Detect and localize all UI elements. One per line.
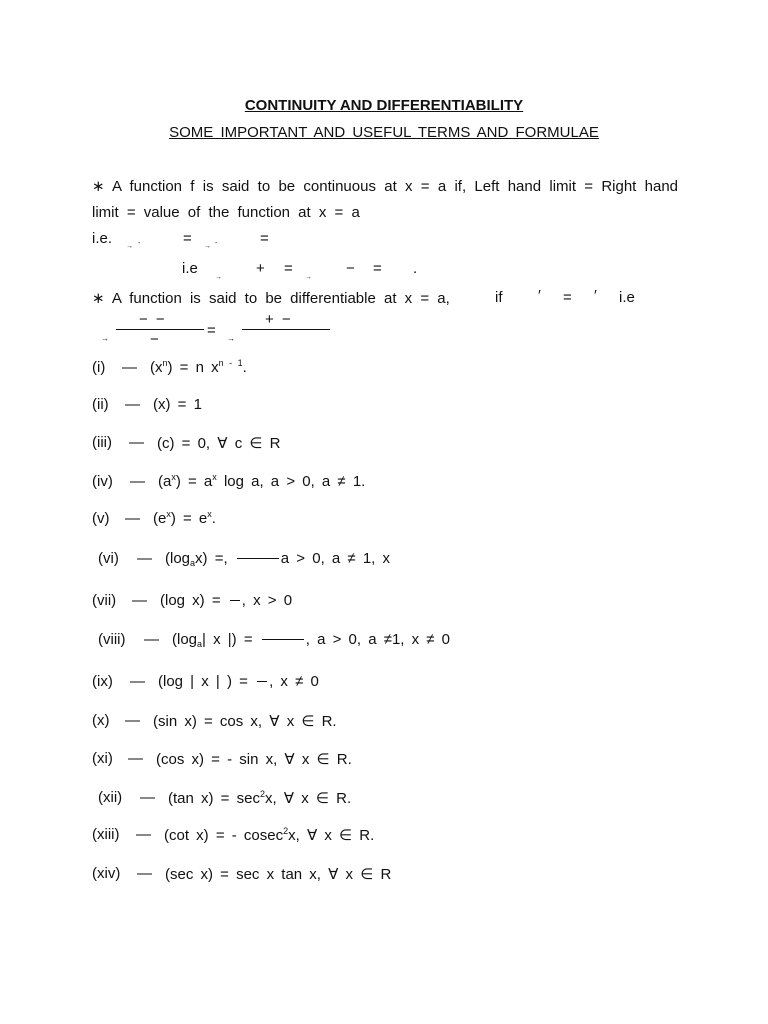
formula-item: [92, 434, 281, 452]
derivative-operator-icon: —: [136, 826, 151, 843]
fraction-bar-right: [242, 329, 330, 330]
formula-index: (viii): [98, 631, 126, 648]
formula-item: [98, 550, 390, 568]
page-title: CONTINUITY AND DIFFERENTIABILITY: [244, 97, 524, 114]
derivative-operator-icon: —: [125, 712, 140, 729]
page-subtitle: SOME IMPORTANT AND USEFUL TERMS AND FORMULAE: [169, 124, 599, 141]
continuity-ie2-op-4: =: [373, 260, 382, 277]
bullet-icon: ∗: [92, 290, 105, 307]
formula-index: (v): [92, 510, 110, 527]
formula-item: [92, 826, 375, 844]
continuity-ie2-op-2: =: [284, 260, 293, 277]
derivative-operator-icon: —: [129, 434, 144, 451]
formula-index: (xi): [92, 750, 113, 767]
differentiability-prime-eq: =: [563, 289, 572, 306]
bullet-icon: ∗: [92, 178, 105, 195]
continuity-ie2-arrow-2: →: [305, 274, 312, 281]
derivative-operator-icon: —: [140, 789, 155, 806]
derivative-operator-icon: —: [137, 550, 152, 567]
formula-index: (x): [92, 712, 110, 729]
differentiability-definition: [92, 289, 450, 307]
continuity-ie2-op-5: .: [413, 260, 418, 277]
derivative-numerator-right: + −: [265, 311, 291, 328]
derivative-operator-icon: —: [130, 473, 145, 490]
formula-item: [92, 592, 293, 609]
formula-item: [92, 673, 319, 690]
continuity-arrow-2: →: [204, 243, 211, 250]
formula-content: $(a^x) = a^x$ log a, a > 0, a ≠ 1.: [158, 472, 366, 490]
continuity-mark-1: -: [138, 240, 141, 247]
formula-item: [92, 509, 216, 527]
formula-index: (ii): [92, 396, 109, 413]
differentiability-prime-2: ′: [594, 287, 597, 304]
fraction-bar-left: [116, 329, 204, 330]
formula-item: [92, 396, 202, 413]
formula-item: [92, 865, 392, 883]
formula-item: [92, 750, 352, 768]
derivative-operator-icon: —: [132, 592, 147, 609]
formula-item: [92, 712, 337, 730]
formula-content: (sec x) = sec x tan x, ∀ x ∈ R: [165, 866, 392, 883]
continuity-op-1: =: [183, 230, 192, 247]
formula-content: $(x^n) = n$ $x^{n - 1}$.: [150, 358, 247, 376]
continuity-mark-2: -: [215, 240, 218, 247]
continuity-definition: [92, 174, 678, 226]
formula-index: (vii): [92, 592, 117, 609]
formula-item: [98, 631, 451, 649]
derivative-denominator-left: −: [150, 331, 159, 348]
formula-index: (iii): [92, 434, 112, 451]
formula-content: (cot x) = - cosec$^2$x, ∀ x ∈ R.: [164, 826, 375, 844]
formula-item: [92, 358, 247, 376]
formula-item: [98, 789, 352, 807]
derivative-operator-icon: —: [130, 673, 145, 690]
formula-index: (xiii): [92, 826, 120, 843]
limit-arrow-left: →: [101, 334, 109, 343]
derivative-operator-icon: —: [144, 631, 159, 648]
continuity-ie2-arrow-1: →: [215, 274, 222, 281]
limit-arrow-right: →: [227, 334, 235, 343]
continuity-op-2: =: [260, 230, 269, 247]
formula-index: (xiv): [92, 865, 121, 882]
differentiability-prime-1: ′: [538, 287, 541, 304]
differentiability-if: if: [495, 289, 503, 306]
continuity-arrow-1: →: [126, 243, 133, 250]
formula-content: (log x) = , x > 0: [160, 592, 293, 609]
derivative-numerator-left: − −: [139, 311, 165, 328]
formula-content: (cos x) = - sin x, ∀ x ∈ R.: [156, 751, 352, 768]
differentiability-ie: i.e: [619, 289, 635, 306]
derivative-operator-icon: —: [128, 750, 143, 767]
derivative-equals: =: [207, 322, 216, 339]
formula-index: (ix): [92, 673, 113, 690]
formula-index: (vi): [98, 550, 119, 567]
formula-index: (iv): [92, 473, 113, 490]
continuity-ie2-op-1: +: [256, 260, 265, 277]
continuity-ie2-op-3: −: [346, 260, 355, 277]
formula-content: (x) = 1: [153, 396, 202, 413]
derivative-operator-icon: —: [122, 359, 137, 376]
formula-content: (log | x | ) = , x ≠ 0: [158, 673, 319, 690]
derivative-operator-icon: —: [137, 865, 152, 882]
formula-content: (c) = 0, ∀ c ∈ R: [157, 435, 281, 452]
derivative-operator-icon: —: [125, 510, 140, 527]
continuity-ie2-label: i.e: [182, 260, 198, 277]
continuity-ie-label: i.e.: [92, 230, 113, 247]
formula-content: $(e^x) = e^x$.: [153, 509, 216, 527]
formula-item: [92, 472, 366, 490]
formula-index: (i): [92, 359, 106, 376]
formula-index: (xii): [98, 789, 123, 806]
formula-content: $(\log_ax)$ =, a > 0, a ≠ 1, x: [165, 550, 390, 568]
formula-content: (sin x) = cos x, ∀ x ∈ R.: [153, 713, 337, 730]
continuity-text: A function f is said to be continuous at x = a if, Left hand limit = Right hand limit = value of the function at x = a: [92, 178, 678, 221]
derivative-operator-icon: —: [125, 396, 140, 413]
formula-content: (tan $x) = \sec^2x$, ∀ x ∈ R.: [168, 789, 352, 807]
formula-content: ($\log_a|$ x |) = , a > 0, a ≠1, x ≠ 0: [172, 631, 451, 649]
differentiability-text: A function is said to be differentiable at x = a,: [111, 290, 450, 307]
